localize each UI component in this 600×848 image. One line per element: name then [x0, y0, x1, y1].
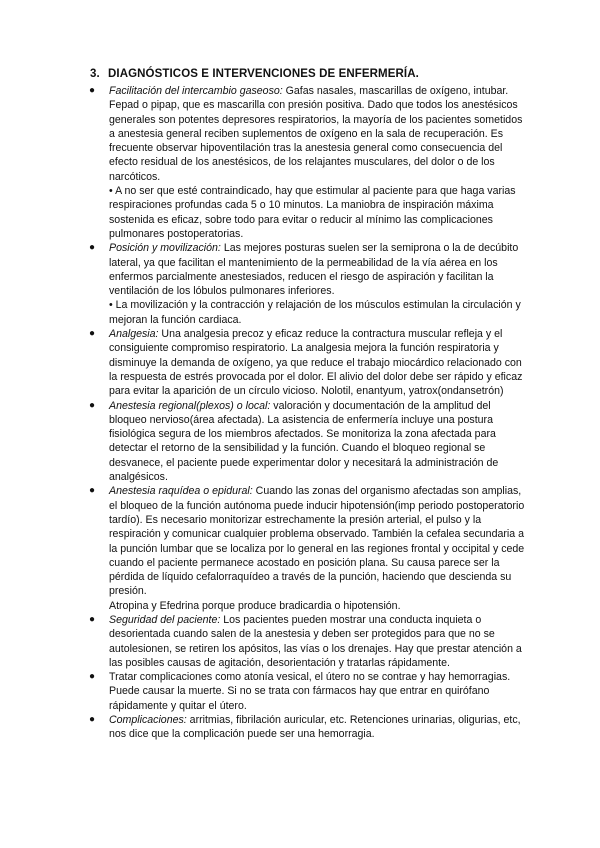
item-lead: Analgesia:: [109, 328, 159, 341]
bullet-icon: ●: [89, 399, 96, 411]
item-text: arritmias, fibrilación auricular, etc. Retenciones urinarias, oligurias, etc, nos dice que la complicación puede ser una hemorragia.: [109, 714, 521, 741]
bullet-icon: ●: [89, 328, 96, 340]
bullet-list: [89, 84, 529, 742]
item-lead: Anestesia regional(plexos) o local:: [109, 399, 271, 412]
item-text: Una analgesia precoz y eficaz reduce la contractura muscular refleja y el consiguiente compromiso respiratorio. La analgesia mejora la función respiratoria y disminuye la demanda de oxígeno, ya que reduce el trabajo miocárdico relacionado con la respuesta de estrés provocada por el dolor. El alivio del dolor debe ser rápido y eficaz para evitar la aparición de un círculo vicioso. Nolotil, enantyum, yatrox(ondansetrón): [109, 328, 523, 398]
section-number: 3.: [90, 68, 100, 80]
item-subpoint: • A no ser que esté contraindicado, hay que estimular al paciente para que haga varias respiraciones profundas cada 5 o 10 minutos. La maniobra de inspiración máxima sostenida es eficaz, sobre todo para evitar o reducir al mínimo las complicaciones pulmonares postoperatorias.: [109, 185, 516, 240]
item-subpoint: • La movilización y la contracción y relajación de los músculos estimulan la circulación y mejoran la función cardiaca.: [109, 299, 521, 326]
item-text: Los pacientes pueden mostrar una conducta inquieta o desorientada cuando salen de la anestesia y deben ser protegidos para que no se autolesionen, se retiren los apósitos, las vías o los drenajes. Hay que prestar atención a las posibles causas de agitación, desorientación y tratarlas rápidamente.: [109, 613, 522, 669]
list-item: [89, 399, 529, 485]
item-text: Gafas nasales, mascarillas de oxígeno, intubar. Fepad o pipap, que es mascarilla con presión positiva. Dado que todos los anestésicos generales son potentes depresores respiratorios, la mayoría de los pacientes sometidos a anestesia general reciben suplementos de oxígeno en la sala de recuperación. Es frecuente observar hipoventilación tras la anestesia general como consecuencia del efecto residual de los anestésicos, de los relajantes musculares, del dolor o de los narcóticos.: [109, 85, 523, 183]
item-lead: Posición y movilización:: [109, 242, 221, 255]
item-text: valoración y documentación de la amplitud del bloqueo nervioso(área afectada). La asistencia de enfermería incluye una postura fisiológica segura de los miembros afectados. Se monitoriza la zona afectada para detectar el retorno de la sensibilidad y la función. Cuando el bloqueo regional se desvanece, el paciente puede experimentar dolor y necesitará la administración de analgésicos.: [109, 399, 499, 484]
item-lead: Complicaciones:: [109, 714, 187, 727]
item-lead: Anestesia raquídea o epidural:: [109, 485, 253, 498]
item-subpoint: Atropina y Efedrina porque produce bradicardia o hipotensión.: [109, 599, 401, 612]
bullet-icon: ●: [89, 485, 96, 497]
bullet-icon: ●: [89, 714, 96, 726]
list-item: [89, 327, 529, 398]
item-text: Las mejores posturas suelen ser la semiprona o la de decúbito lateral, ya que facilitan el mantenimiento de la permeabilidad de la vía aérea en los enfermos parcialmente anestesiados, reducen el riesgo de aspiración y facilitan la ventilación de los lóbulos pulmonares inferiores.: [109, 242, 519, 298]
bullet-icon: ●: [89, 613, 96, 625]
section-title: DIAGNÓSTICOS E INTERVENCIONES DE ENFERMERÍA.: [108, 68, 419, 80]
section-heading: [90, 68, 419, 80]
list-item: [89, 670, 529, 713]
item-lead: Facilitación del intercambio gaseoso:: [109, 85, 283, 97]
item-text: Tratar complicaciones como atonía vesical, el útero no se contrae y hay hemorragias. Puede causar la muerte. Si no se trata con fármacos hay que entrar en quirófano rápidamente y quitar el útero.: [109, 671, 511, 712]
bullet-icon: ●: [89, 242, 96, 254]
item-lead: Seguridad del paciente:: [109, 613, 221, 626]
list-item: [89, 84, 529, 241]
bullet-icon: ●: [89, 671, 96, 683]
bullet-icon: ●: [89, 85, 96, 96]
item-text: Cuando las zonas del organismo afectadas son amplias, el bloqueo de la función autónoma puede inducir hipotensión(imp periodo postoperatorio tardío). Es necesario monitorizar estrechamente la presión arterial, el pulso y la respiración y comunicar cualquier problema observado. También la cefalea secundaria a la punción lumbar que se localiza por lo general en las regiones frontal y occipital y cede cuando el paciente permanece acostado en posición plana. Su causa parece ser la pérdida de líquido cefalorraquídeo a través de la punción, haciendo que descienda su presión.: [109, 485, 525, 598]
list-item: [89, 484, 529, 613]
list-item: [89, 613, 529, 670]
list-item: [89, 713, 529, 742]
list-item: [89, 241, 529, 327]
